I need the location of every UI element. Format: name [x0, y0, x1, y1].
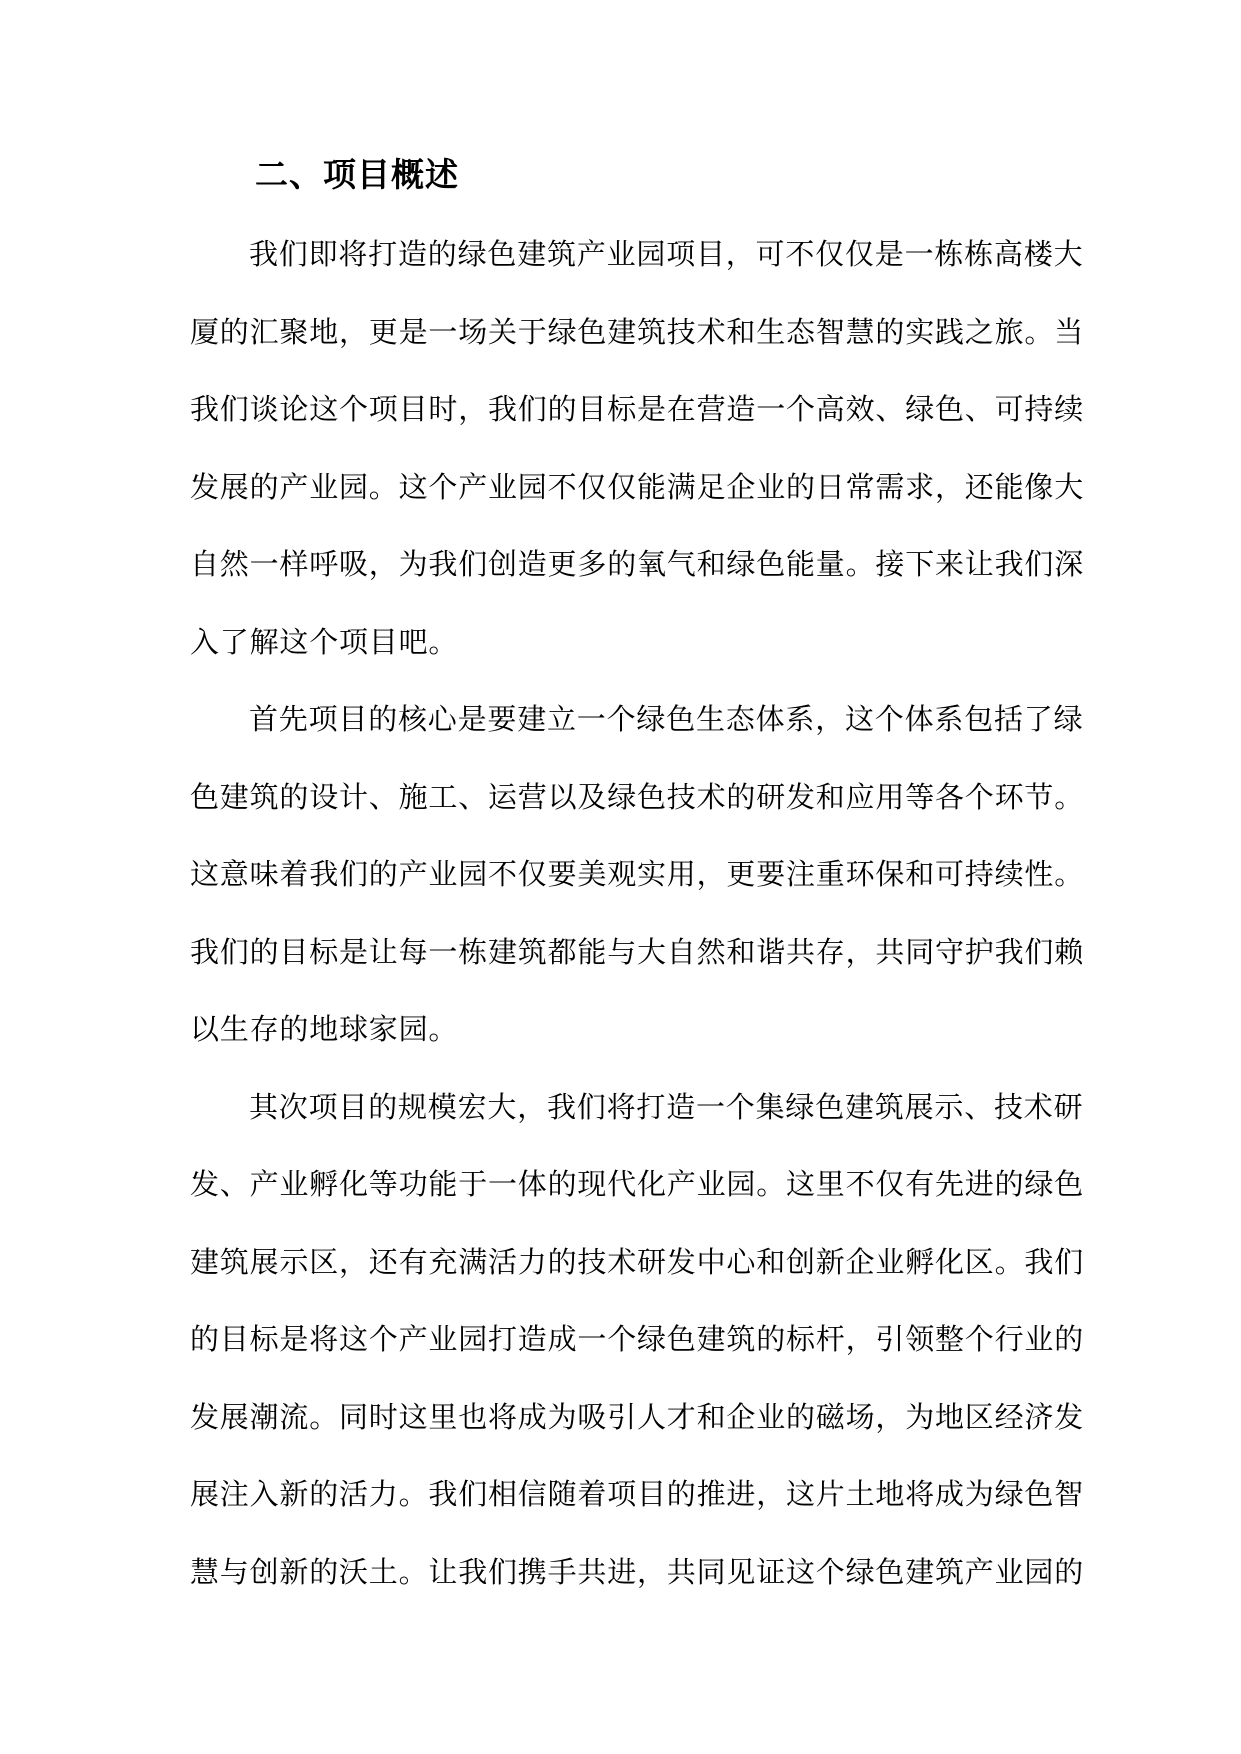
paragraph-line: 我们谈论这个项目时，我们的目标是在营造一个高效、绿色、可持续 — [190, 392, 1085, 426]
paragraph-line: 展注入新的活力。我们相信随着项目的推进，这片土地将成为绿色智 — [190, 1477, 1085, 1511]
paragraph-line: 自然一样呼吸，为我们创造更多的氧气和绿色能量。接下来让我们深 — [190, 547, 1085, 581]
paragraph-line: 以生存的地球家园。 — [190, 1012, 459, 1046]
paragraph-line: 的目标是将这个产业园打造成一个绿色建筑的标杆，引领整个行业的 — [190, 1322, 1085, 1356]
body-text — [190, 226, 1085, 1621]
paragraph-line: 建筑展示区，还有充满活力的技术研发中心和创新企业孵化区。我们 — [190, 1244, 1085, 1279]
paragraph-line: 我们的目标是让每一栋建筑都能与大自然和谐共存，共同守护我们赖 — [190, 934, 1085, 969]
paragraph-line: 发、产业孵化等功能于一体的现代化产业园。这里不仅有先进的绿色 — [190, 1167, 1085, 1201]
paragraph-line: 色建筑的设计、施工、运营以及绿色技术的研发和应用等各个环节。 — [190, 779, 1085, 814]
paragraph-line: 我们即将打造的绿色建筑产业园项目，可不仅仅是一栋栋高楼大 — [249, 237, 1084, 271]
section-heading: 二、项目概述 — [255, 155, 459, 194]
paragraph-line: 发展潮流。同时这里也将成为吸引人才和企业的磁场，为地区经济发 — [190, 1399, 1085, 1434]
paragraph-line: 这意味着我们的产业园不仅要美观实用，更要注重环保和可持续性。 — [190, 857, 1085, 891]
paragraph-line: 其次项目的规模宏大，我们将打造一个集绿色建筑展示、技术研 — [249, 1089, 1084, 1124]
paragraph-line: 厦的汇聚地，更是一场关于绿色建筑技术和生态智慧的实践之旅。当 — [190, 314, 1085, 349]
paragraph-line: 发展的产业园。这个产业园不仅仅能满足企业的日常需求，还能像大 — [190, 469, 1085, 504]
paragraph-line: 首先项目的核心是要建立一个绿色生态体系，这个体系包括了绿 — [249, 702, 1084, 736]
paragraph-line: 慧与创新的沃土。让我们携手共进，共同见证这个绿色建筑产业园的 — [190, 1554, 1085, 1589]
paragraph-line: 入了解这个项目吧。 — [190, 624, 459, 659]
